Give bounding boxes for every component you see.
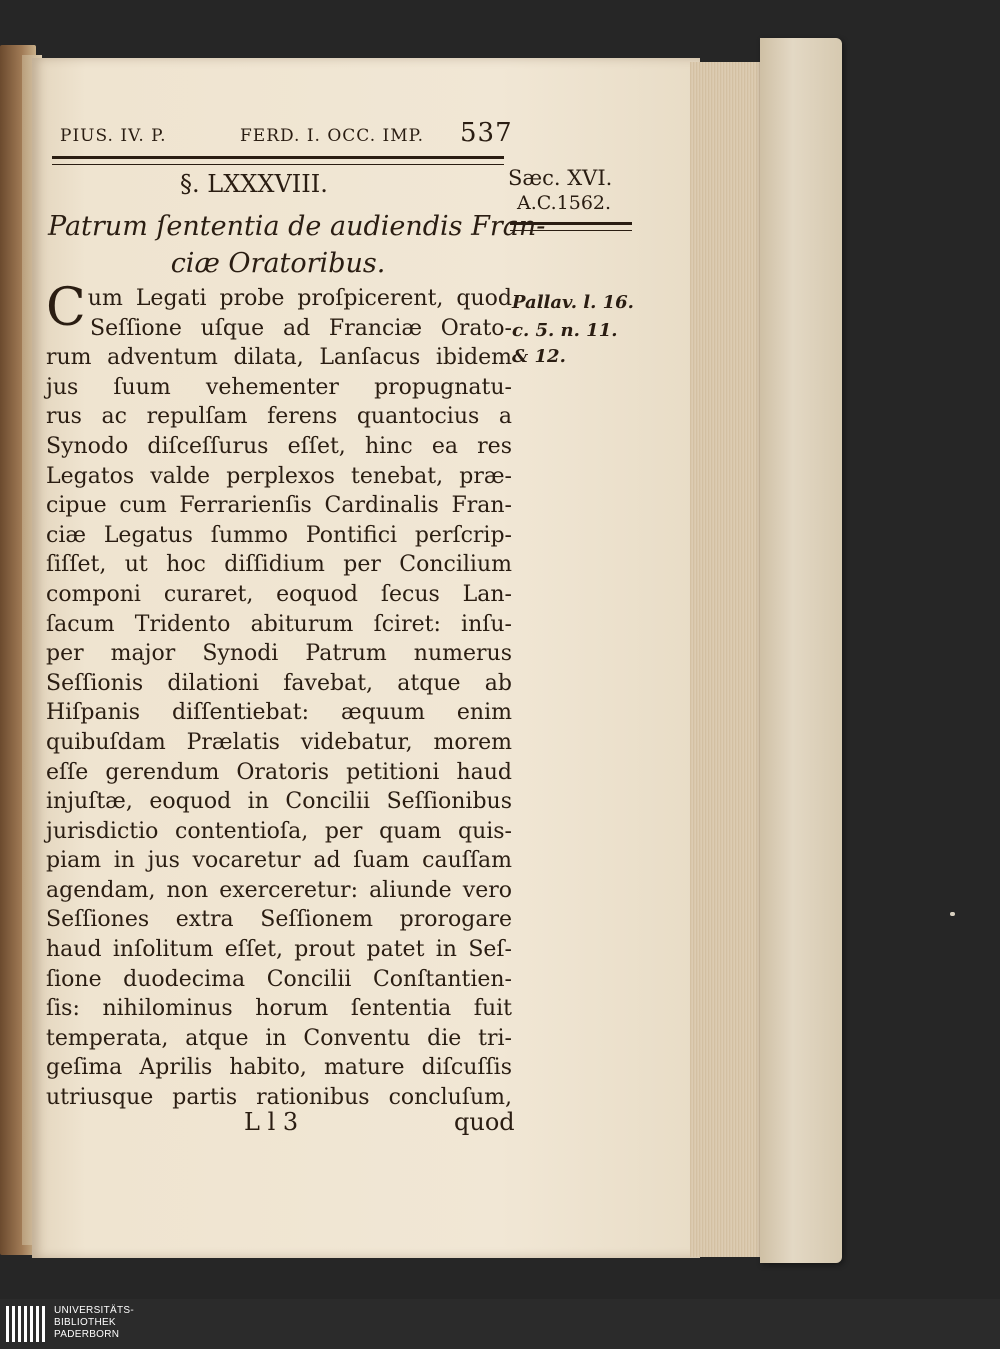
body-line: per major Synodi Patrum numerus [46,641,512,667]
page-fore-edge [690,62,762,1257]
body-line: geſima Aprilis habito, mature diſcuſſis [46,1055,512,1081]
book-cover-right [760,38,842,1263]
margin-note-2: c. 5. n. 11. [512,320,618,341]
body-line: cipue cum Ferrarienſis Cardinalis Fran- [46,493,512,519]
section-title [48,208,546,282]
margin-note-3: & 12. [512,346,566,367]
library-banner [0,1299,1000,1349]
running-header [60,116,513,156]
drop-cap: C [46,278,86,338]
header-rule [52,156,504,165]
body-line: Synodo diſceſſurus eſſet, hinc ea res [46,433,512,459]
page-number: 537 [460,118,513,148]
body-text [46,278,512,1113]
body-line: haud inſolitum eſſet, prout patet in Seſ- [46,937,512,963]
page-footer [48,1108,514,1138]
library-name-line-1: UNIVERSITÄTS- [54,1305,135,1316]
body-line: Hiſpanis diſſentiebat: æquum enim [46,700,512,726]
body-line: ſis: nihilominus horum ſententia fuit [46,996,512,1022]
section-title-line-2: ciæ Oratoribus. [170,248,386,279]
body-line: rum adventum dilata, Lanſacus ibidem [46,345,512,371]
catchword: quod [454,1108,515,1136]
section-title-line-1: Patrum ſententia de audiendis Fran- [48,211,546,242]
header-left: PIUS. IV. P. [60,126,167,146]
body-line: ſacum Tridento abiturum ſciret: inſu- [46,611,512,637]
body-line: Seſſione uſque ad Franciæ Orato- [90,315,512,341]
library-name-line-3: PADERBORN [54,1329,120,1340]
sidebar-rule [510,222,632,231]
dust-speck [950,912,955,916]
body-line: agendam, non exerceretur: aliunde vero [46,877,512,903]
library-logo-icon [6,1306,46,1342]
body-line: componi curaret, eoquod ſecus Lan- [46,581,512,607]
body-line: ciæ Legatus ſummo Pontifici perſcrip- [46,522,512,548]
body-line: jurisdictio contentioſa, per quam quis- [46,818,512,844]
body-line: quibuſdam Prælatis videbatur, morem [46,729,512,755]
body-line: jus ſuum vehementer propugnatu- [46,374,512,400]
body-line: rus ac repulſam ferens quantocius a [46,404,512,430]
signature-mark: L l 3 [244,1108,299,1136]
body-line: ſione duodecima Concilii Conſtantien- [46,966,512,992]
body-line: eſſe gerendum Oratoris petitioni haud [46,759,512,785]
library-name [54,1305,134,1341]
library-name-line-2: BIBLIOTHEK [54,1317,116,1328]
body-line: Cum Legati probe proſpicerent, quod [46,278,512,338]
body-line: utriusque partis rationibus concluſum, [46,1085,512,1111]
body-line: temperata, atque in Conventu die tri- [46,1025,512,1051]
body-line: ſiſſet, ut hoc diſſidium per Concilium [46,552,512,578]
margin-note-1: Pallav. l. 16. [512,292,634,313]
sidebar-anno: A.C.1562. [517,192,612,214]
header-middle: FERD. I. OCC. IMP. [240,126,425,146]
body-line: Legatos valde perplexos tenebat, præ- [46,463,512,489]
section-number: §. LXXXVIII. [180,170,328,198]
body-line: Seſſiones extra Seſſionem prorogare [46,907,512,933]
body-line: injuſtæ, eoquod in Concilii Seſſionibus [46,789,512,815]
body-line: piam in jus vocaretur ad ſuam cauſſam [46,848,512,874]
sidebar-saeculum: Sæc. XVI. [508,166,613,190]
body-line: Seſſionis dilationi favebat, atque ab [46,670,512,696]
